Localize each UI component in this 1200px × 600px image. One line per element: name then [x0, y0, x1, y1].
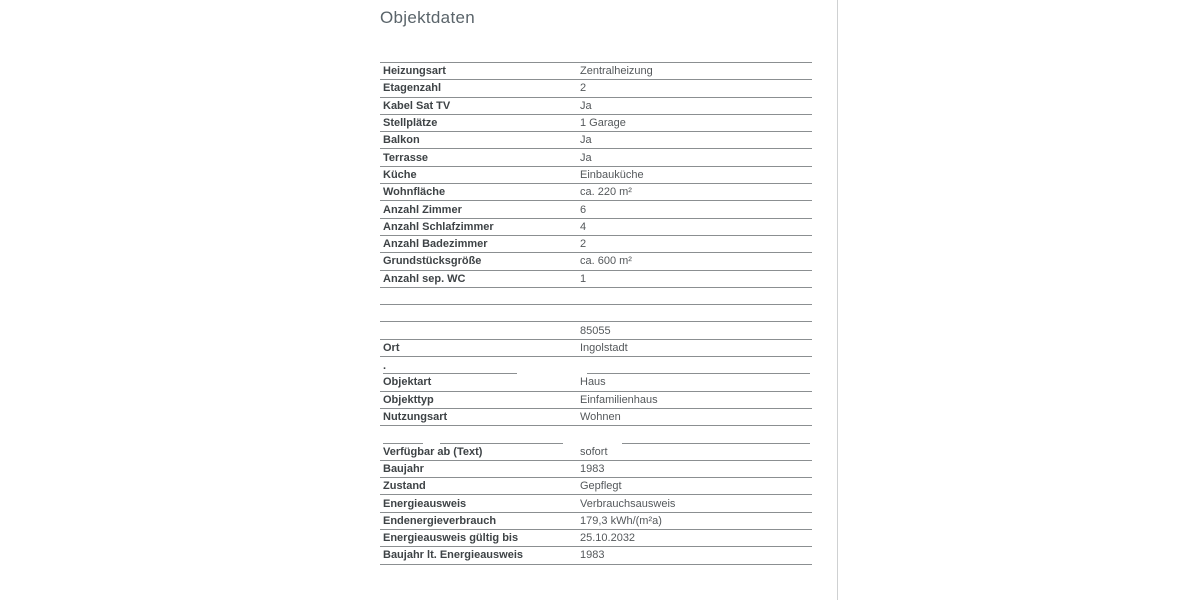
page-title: Objektdaten: [380, 8, 475, 27]
table-row: [380, 253, 812, 270]
scan-edge-line: [837, 0, 838, 600]
row-value: 2: [580, 238, 587, 251]
row-value: Ja: [580, 151, 592, 164]
row-value: Zentralheizung: [580, 65, 653, 78]
row-label: Verfügbar ab (Text): [383, 445, 483, 458]
row-label: Wohnfläche: [383, 186, 446, 199]
table-row: [380, 236, 812, 253]
table-row: [380, 461, 812, 478]
row-label: Grundstücksgröße: [383, 255, 482, 268]
table-row: [380, 115, 812, 132]
row-label: Ort: [383, 341, 400, 354]
row-label: Balkon: [383, 134, 420, 147]
row-value: 1983: [580, 462, 605, 475]
table-row: [380, 547, 812, 564]
row-label: Küche: [383, 168, 417, 181]
table-row: [380, 305, 812, 322]
row-value: Verbrauchsausweis: [580, 497, 676, 510]
table-row: [380, 167, 812, 184]
table-row: [380, 392, 812, 409]
row-label: Endenergieverbrauch: [383, 514, 497, 527]
row-label: Kabel Sat TV: [383, 99, 451, 112]
table-row: [380, 374, 812, 391]
row-value: 25.10.2032: [580, 532, 636, 545]
row-value: Ingolstadt: [580, 341, 628, 354]
row-value: 179,3 kWh/(m²a): [580, 514, 662, 527]
table-row: [380, 219, 812, 236]
table-row: [380, 63, 812, 80]
row-value: sofort: [580, 445, 608, 458]
table-row: [380, 80, 812, 97]
row-label: Stellplätze: [383, 117, 438, 130]
table-row: [380, 271, 812, 288]
row-label: .: [383, 359, 387, 372]
row-label: Etagenzahl: [383, 82, 442, 95]
table-row: [380, 322, 812, 339]
row-value: Ja: [580, 134, 592, 147]
table-row: [380, 530, 812, 547]
table-row: [380, 513, 812, 530]
row-label: Anzahl sep. WC: [383, 272, 466, 285]
table-row: [380, 357, 812, 374]
object-data-table: [380, 62, 812, 565]
row-label: Objekttyp: [383, 393, 434, 406]
row-label: Terrasse: [383, 151, 429, 164]
table-row: [380, 478, 812, 495]
table-row: [380, 409, 812, 426]
row-label: Anzahl Badezimmer: [383, 238, 488, 251]
table-row: [380, 426, 812, 443]
row-value: 1983: [580, 549, 605, 562]
row-value: ca. 220 m²: [580, 186, 632, 199]
row-value: ca. 600 m²: [580, 255, 632, 268]
row-value: 1 Garage: [580, 117, 626, 130]
row-label: Energieausweis gültig bis: [383, 532, 519, 545]
row-label: Nutzungsart: [383, 411, 448, 424]
row-value: 2: [580, 82, 587, 95]
table-row: [380, 444, 812, 461]
table-row: [380, 201, 812, 218]
table-row: [380, 132, 812, 149]
row-label: Anzahl Schlafzimmer: [383, 220, 494, 233]
table-row: [380, 149, 812, 166]
row-label: Baujahr: [383, 462, 424, 475]
row-value: 4: [580, 220, 587, 233]
table-row: [380, 184, 812, 201]
table-row: [380, 495, 812, 512]
row-value: Wohnen: [580, 411, 621, 424]
table-row: [380, 288, 812, 305]
row-label: Zustand: [383, 480, 426, 493]
row-label: Objektart: [383, 376, 432, 389]
row-label: Anzahl Zimmer: [383, 203, 462, 216]
row-value: Einfamilienhaus: [580, 393, 658, 406]
row-value: Ja: [580, 99, 592, 112]
row-value: Einbauküche: [580, 168, 644, 181]
row-label: Baujahr lt. Energieausweis: [383, 549, 523, 562]
row-value: Haus: [580, 376, 606, 389]
row-value: 1: [580, 272, 587, 285]
row-value: Gepflegt: [580, 480, 622, 493]
row-value: 85055: [580, 324, 611, 337]
table-row: [380, 340, 812, 357]
table-row: [380, 98, 812, 115]
row-value: 6: [580, 203, 587, 216]
row-label: Energieausweis: [383, 497, 467, 510]
row-label: Heizungsart: [383, 65, 446, 78]
